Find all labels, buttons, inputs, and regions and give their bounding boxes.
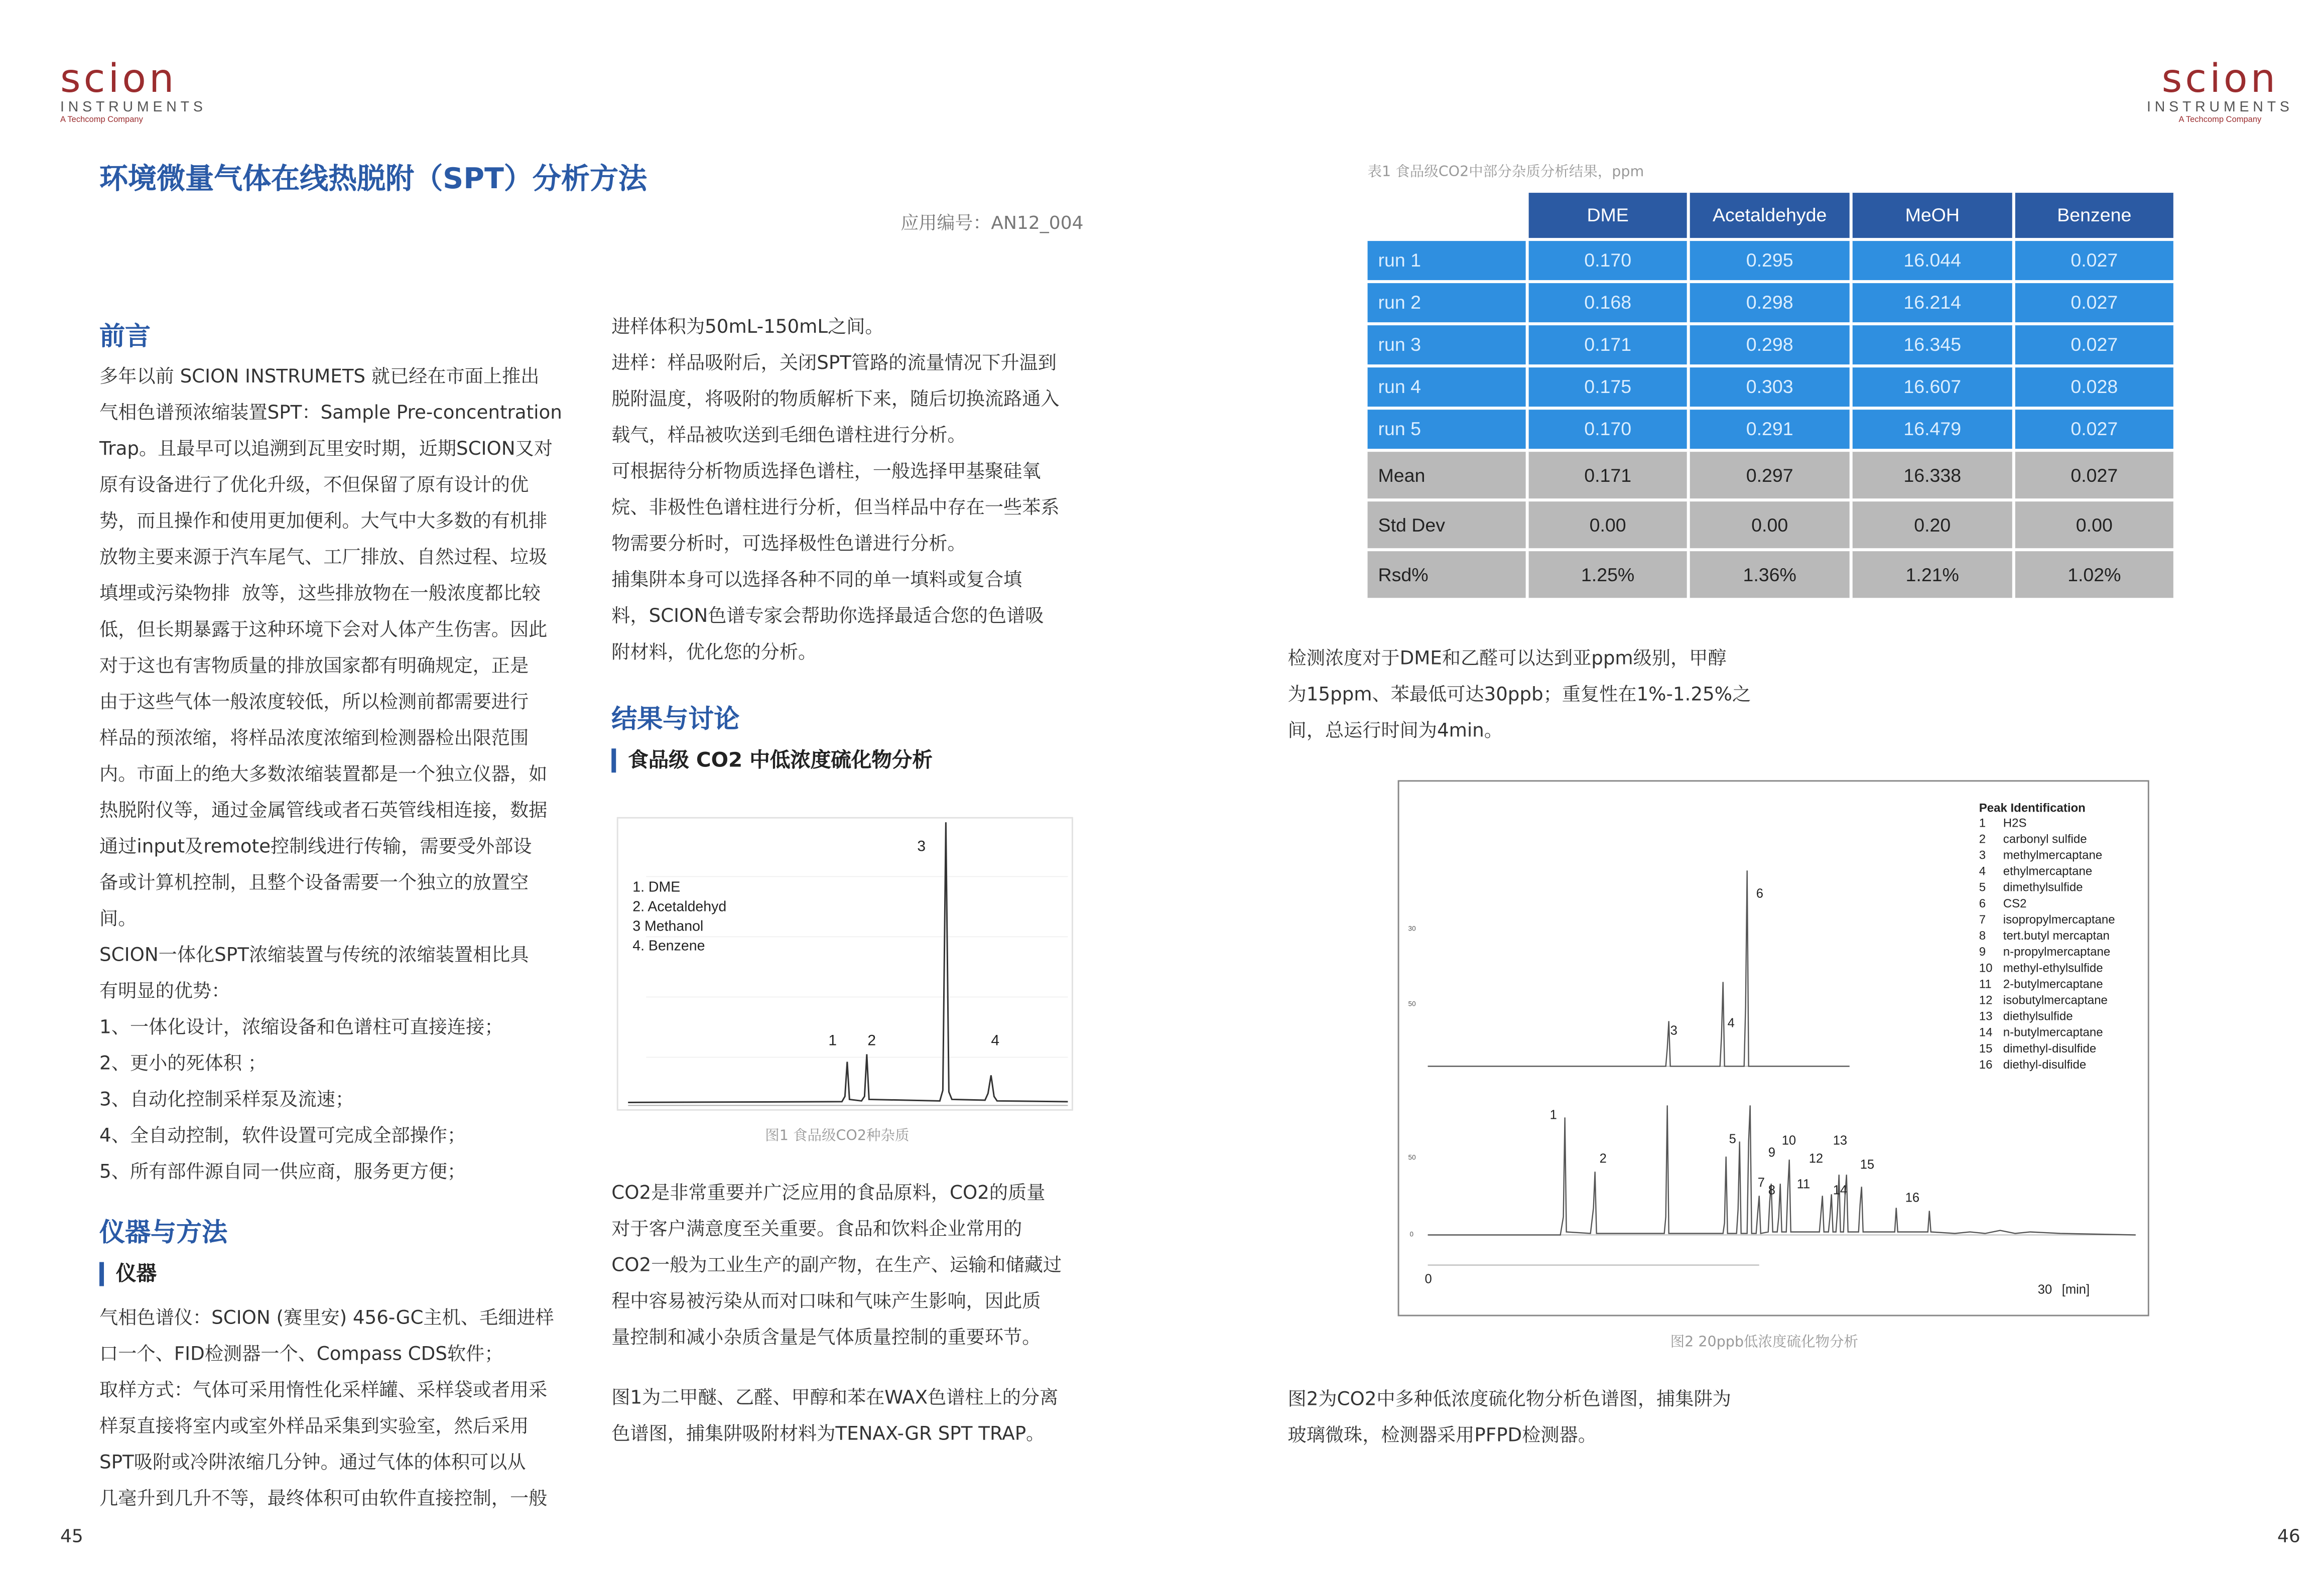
row-label: run 5 [1366,408,1527,450]
fig2-legend-compound: n-butylmercaptane [2003,1025,2103,1039]
table-cell: 0.027 [2014,450,2175,500]
fig2-x-unit: [min] [2061,1282,2090,1297]
table-cell: 16.044 [1851,239,2014,282]
table-cell: 0.028 [2014,366,2175,408]
fig2-peak-7: 7 [1757,1175,1765,1190]
fig1-peak-label-1: 1 [828,1032,837,1049]
table-cell: 0.170 [1527,408,1689,450]
preface-text: 多年以前 SCION INSTRUMETS 就已经在市面上推出 气相色谱预浓缩装置SPT：Sample Pre-concentration Trap。且最早可以追溯到瓦里安时期，近期SCION又对 原有设备进行了优化升级，不但保留了原有设计的优 势，而且操作和使用更加便利。大气中大多数的有机排 放物主要来源于汽车尾气、工厂排放、自然过程、垃圾 填埋或污染物排 放等，这些排放物在一般浓度都比较 低，但长期暴露于这种环境下会对人体产生伤害。因此 对于这也有害物质量的排放国家都有明确规定，正是 由于这些气体一般浓度较低，所以检测前都需要进行 样品的预浓缩，将样品浓度浓缩到检测器检出限范围 内。市面上的绝大多数浓缩装置都是一个独立仪器，如 热脱附仪等，通过金属管线或者石英管线相连接，数据 通过input及remote控制线进行传输，需要受外部设 备或计算机控制，且整个设备需要一个独立的放置空 间。 SCION一体化SPT浓缩装置与传统的浓缩装置相比具 有明显的优势： 1、一体化设计，浓缩设备和色谱柱可直接连接； 2、更小的死体积 ； 3、自动化控制采样泵及流速； 4、全自动控制，软件设置可完成全部操作； 5、所有部件源自同一供应商，服务更方便； [99,364,562,1182]
figure2-description: 图2为CO2中多种低浓度硫化物分析色谱图，捕集阱为 玻璃微珠，检测器采用PFPD检测器。 [1287,1387,1731,1446]
fig2-peak-8: 8 [1768,1183,1775,1198]
table-cell: 1.02% [2014,550,2175,599]
fig2-legend-compound: isobutylmercaptane [2003,993,2108,1007]
table-row [1366,282,2175,324]
co2-analysis-heading: 食品级 CO2 中低浓度硫化物分析 [611,748,933,772]
fig2-legend-number: 13 [1979,1009,1993,1023]
table-cell: 0.027 [2014,408,2175,450]
table-row [1366,500,2175,550]
co2-paragraph: CO2是非常重要并广泛应用的食品原料，CO2的质量 对于客户满意度至关重要。食品和饮料企业常用的 CO2一般为工业生产的副产物，在生产、运输和储藏过 程中容易被污染从而对口味和气味产生影响，因此质 量控制和减小杂质含量是气体质量控制的重要环节。 [611,1180,1062,1348]
fig2-peak-5: 5 [1729,1132,1736,1146]
table-cell: 1.21% [1851,550,2014,599]
table-cell: 0.171 [1527,450,1689,500]
fig2-legend-compound: 2-butylmercaptane [2003,977,2103,991]
fig2-legend-compound: tert.butyl mercaptan [2003,929,2110,943]
fig2-peak-3: 3 [1670,1023,1677,1038]
figure2-caption: 图2 20ppb低浓度硫化物分析 [1670,1334,1858,1351]
fig2-peak-16: 16 [1905,1191,1920,1205]
row-label: Std Dev [1366,500,1527,550]
row-label: run 4 [1366,366,1527,408]
fig2-legend-number: 16 [1979,1058,1993,1072]
figure1-description: 图1为二甲醚、乙醛、甲醇和苯在WAX色谱柱上的分离 色谱图，捕集阱吸附材料为TENAX-GR SPT TRAP。 [611,1385,1059,1444]
table-cell: 0.298 [1689,324,1851,366]
figure1-chromatogram [616,816,1074,1111]
fig2-y-tick-lower-1: 50 [1408,1153,1416,1161]
table1-caption: 表1 食品级CO2中部分杂质分析结果，ppm [1367,164,1644,181]
fig2-peak-12: 12 [1809,1151,1824,1166]
fig2-y-tick-upper-1: 30 [1408,925,1416,933]
table-cell: 1.36% [1689,550,1851,599]
scion-logo-left [60,57,241,126]
table-cell: 0.027 [2014,239,2175,282]
row-label: run 2 [1366,282,1527,324]
table-row [1366,408,2175,450]
fig2-peak-1: 1 [1550,1108,1557,1122]
fig2-legend-compound: ethylmercaptane [2003,864,2093,878]
table-cell: 0.027 [2014,282,2175,324]
table-cell: 0.027 [2014,324,2175,366]
fig2-legend-compound: methyl-ethylsulfide [2003,961,2103,975]
fig2-legend-number: 12 [1979,993,1993,1007]
table-row [1366,366,2175,408]
fig2-peak-2: 2 [1599,1151,1607,1166]
column-header-meoh: MeOH [1851,191,2014,239]
table-row [1366,324,2175,366]
figure2-svg [1398,780,2149,1316]
fig2-legend-number: 4 [1979,864,1986,878]
table-body [1366,239,2175,599]
table-cell: 0.303 [1689,366,1851,408]
fig2-legend-number: 1 [1979,816,1986,830]
results-table [1365,190,2176,601]
fig2-y-tick-upper-2: 50 [1408,1000,1416,1008]
table-cell: 16.345 [1851,324,2014,366]
row-label: Mean [1366,450,1527,500]
fig2-peak-9: 9 [1768,1145,1775,1160]
fig2-peak-11: 11 [1796,1177,1811,1192]
fig2-legend-number: 11 [1979,977,1992,991]
table-cell: 0.291 [1689,408,1851,450]
table-cell: 16.607 [1851,366,2014,408]
fig2-legend-number: 2 [1979,832,1986,846]
figure1-svg [616,816,1074,1111]
fig1-legend-3: 3 Methanol [632,918,704,935]
fig2-peak-6: 6 [1756,886,1763,901]
results-heading: 结果与讨论 [611,705,740,735]
fig1-legend-1: 1. DME [632,879,681,895]
fig2-legend-number: 6 [1979,896,1986,910]
fig2-x-end: 30 [2037,1282,2052,1297]
table-cell: 0.170 [1527,239,1689,282]
fig2-peak-4: 4 [1727,1016,1735,1030]
fig1-peak-label-2: 2 [867,1032,876,1049]
column-header-benzene: Benzene [2014,191,2175,239]
fig2-legend-number: 10 [1979,961,1993,975]
fig2-legend-number: 7 [1979,912,1986,927]
fig2-legend-compound: isopropylmercaptane [2003,912,2115,927]
detection-paragraph: 检测浓度对于DME和乙醛可以达到亚ppm级别，甲醇 为15ppm、苯最低可达30ppb；重复性在1%-1.25%之 间，总运行时间为4min。 [1287,646,1751,741]
row-label: run 1 [1366,239,1527,282]
fig2-legend-compound: H2S [2003,816,2027,830]
fig2-legend-number: 14 [1979,1025,1993,1039]
page-number-right: 46 [2277,1525,2300,1547]
instrument-heading: 仪器 [99,1262,157,1286]
results-table-container [1365,190,2176,601]
fig2-y-tick-lower-2: 0 [1409,1230,1414,1238]
logo-sub: INSTRUMENTS [60,99,207,116]
table-cell: 16.479 [1851,408,2014,450]
row-label: Rsd% [1366,550,1527,599]
fig1-peak-label-3: 3 [917,838,926,855]
fig1-legend-2: 2. Acetaldehyd [632,898,727,915]
table-row [1366,550,2175,599]
figure2-chromatogram [1398,780,2149,1316]
table-cell: 1.25% [1527,550,1689,599]
fig2-legend-number: 8 [1979,929,1986,943]
fig1-legend-4: 4. Benzene [632,938,705,954]
table-cell: 0.171 [1527,324,1689,366]
table-cell: 16.214 [1851,282,2014,324]
fig2-legend-compound: n-propylmercaptane [2003,945,2111,959]
instrument-text: 气相色谱仪：SCION (赛里安) 456-GC主机、毛细进样 口一个、FID检测器一个、Compass CDS软件； 取样方式：气体可采用惰性化采样罐、采样袋或者用采 样泵直接将室内或室外样品采集到实验室，然后采用 SPT吸附或冷阱浓缩几分钟。通过气体的体积可以从 几毫升到几升不等，最终体积可由软件直接控制，一般 [99,1305,554,1509]
column2-text: 进样体积为50mL-150mL之间。 进样：样品吸附后，关闭SPT管路的流量情况下升温到 脱附温度，将吸附的物质解析下来，随后切换流路通入 载气，样品被吹送到毛细色谱柱进行分析。 可根据待分析物质选择色谱柱，一般选择甲基聚硅氧 烷、非极性色谱柱进行分析，但当样品中存在一些苯系 物需要分析时，可选择极性色谱进行分析。 捕集阱本身可以选择各种不同的单一填料或复合填 料，SCION色谱专家会帮助你选择最适合您的色谱吸 附材料，优化您的分析。 [611,315,1060,663]
method-heading: 仪器与方法 [99,1218,228,1249]
column-header-acetaldehyde: Acetaldehyde [1689,191,1851,239]
fig2-legend-compound: dimethylsulfide [2003,880,2083,894]
fig2-legend-compound: carbonyl sulfide [2003,832,2087,846]
fig2-peak-13: 13 [1833,1133,1848,1148]
table-cell: 0.00 [2014,500,2175,550]
fig2-legend-number: 9 [1979,945,1986,959]
fig2-legend-compound: dimethyl-disulfide [2003,1041,2097,1056]
preface-heading: 前言 [99,322,151,353]
logo-word: scion [60,57,177,103]
table-cell: 0.168 [1527,282,1689,324]
application-number: 应用编号：AN12_004 [900,212,1084,234]
table-cell: 0.00 [1527,500,1689,550]
fig2-peak-10: 10 [1781,1133,1796,1148]
column-header-dme: DME [1527,191,1689,239]
fig2-peak-14: 14 [1833,1183,1848,1198]
table-cell: 0.00 [1689,500,1851,550]
table-cell: 16.338 [1851,450,2014,500]
fig2-legend-number: 5 [1979,880,1986,894]
table-cell: 0.295 [1689,239,1851,282]
logo-word: scion [2161,57,2279,103]
table-corner [1366,191,1527,239]
table-row [1366,450,2175,500]
fig2-legend-compound: methylmercaptane [2003,848,2103,862]
fig2-x-start: 0 [1425,1272,1432,1286]
table-cell: 0.175 [1527,366,1689,408]
table-row [1366,239,2175,282]
fig2-legend-compound: diethyl-disulfide [2003,1058,2087,1072]
table-cell: 0.20 [1851,500,2014,550]
logo-sub: INSTRUMENTS [2147,99,2293,116]
fig2-legend-compound: CS2 [2003,896,2027,910]
table-cell: 0.297 [1689,450,1851,500]
page-title: 环境微量气体在线热脱附（SPT）分析方法 [99,163,647,196]
fig2-peak-15: 15 [1860,1157,1875,1172]
figure1-caption: 图1 食品级CO2种杂质 [765,1128,910,1145]
logo-tagline: A Techcomp Company [60,116,143,125]
fig2-legend-compound: diethylsulfide [2003,1009,2073,1023]
table-cell: 0.298 [1689,282,1851,324]
fig2-legend-number: 15 [1979,1041,1993,1056]
table-header-row [1366,191,2175,239]
scion-logo-right [2130,57,2310,126]
fig2-legend-number: 3 [1979,848,1986,862]
fig1-peak-label-4: 4 [991,1032,1000,1049]
page-number-left: 45 [60,1525,83,1547]
logo-tagline: A Techcomp Company [2178,116,2262,125]
fig2-legend-title: Peak Identification [1979,801,2086,815]
row-label: run 3 [1366,324,1527,366]
